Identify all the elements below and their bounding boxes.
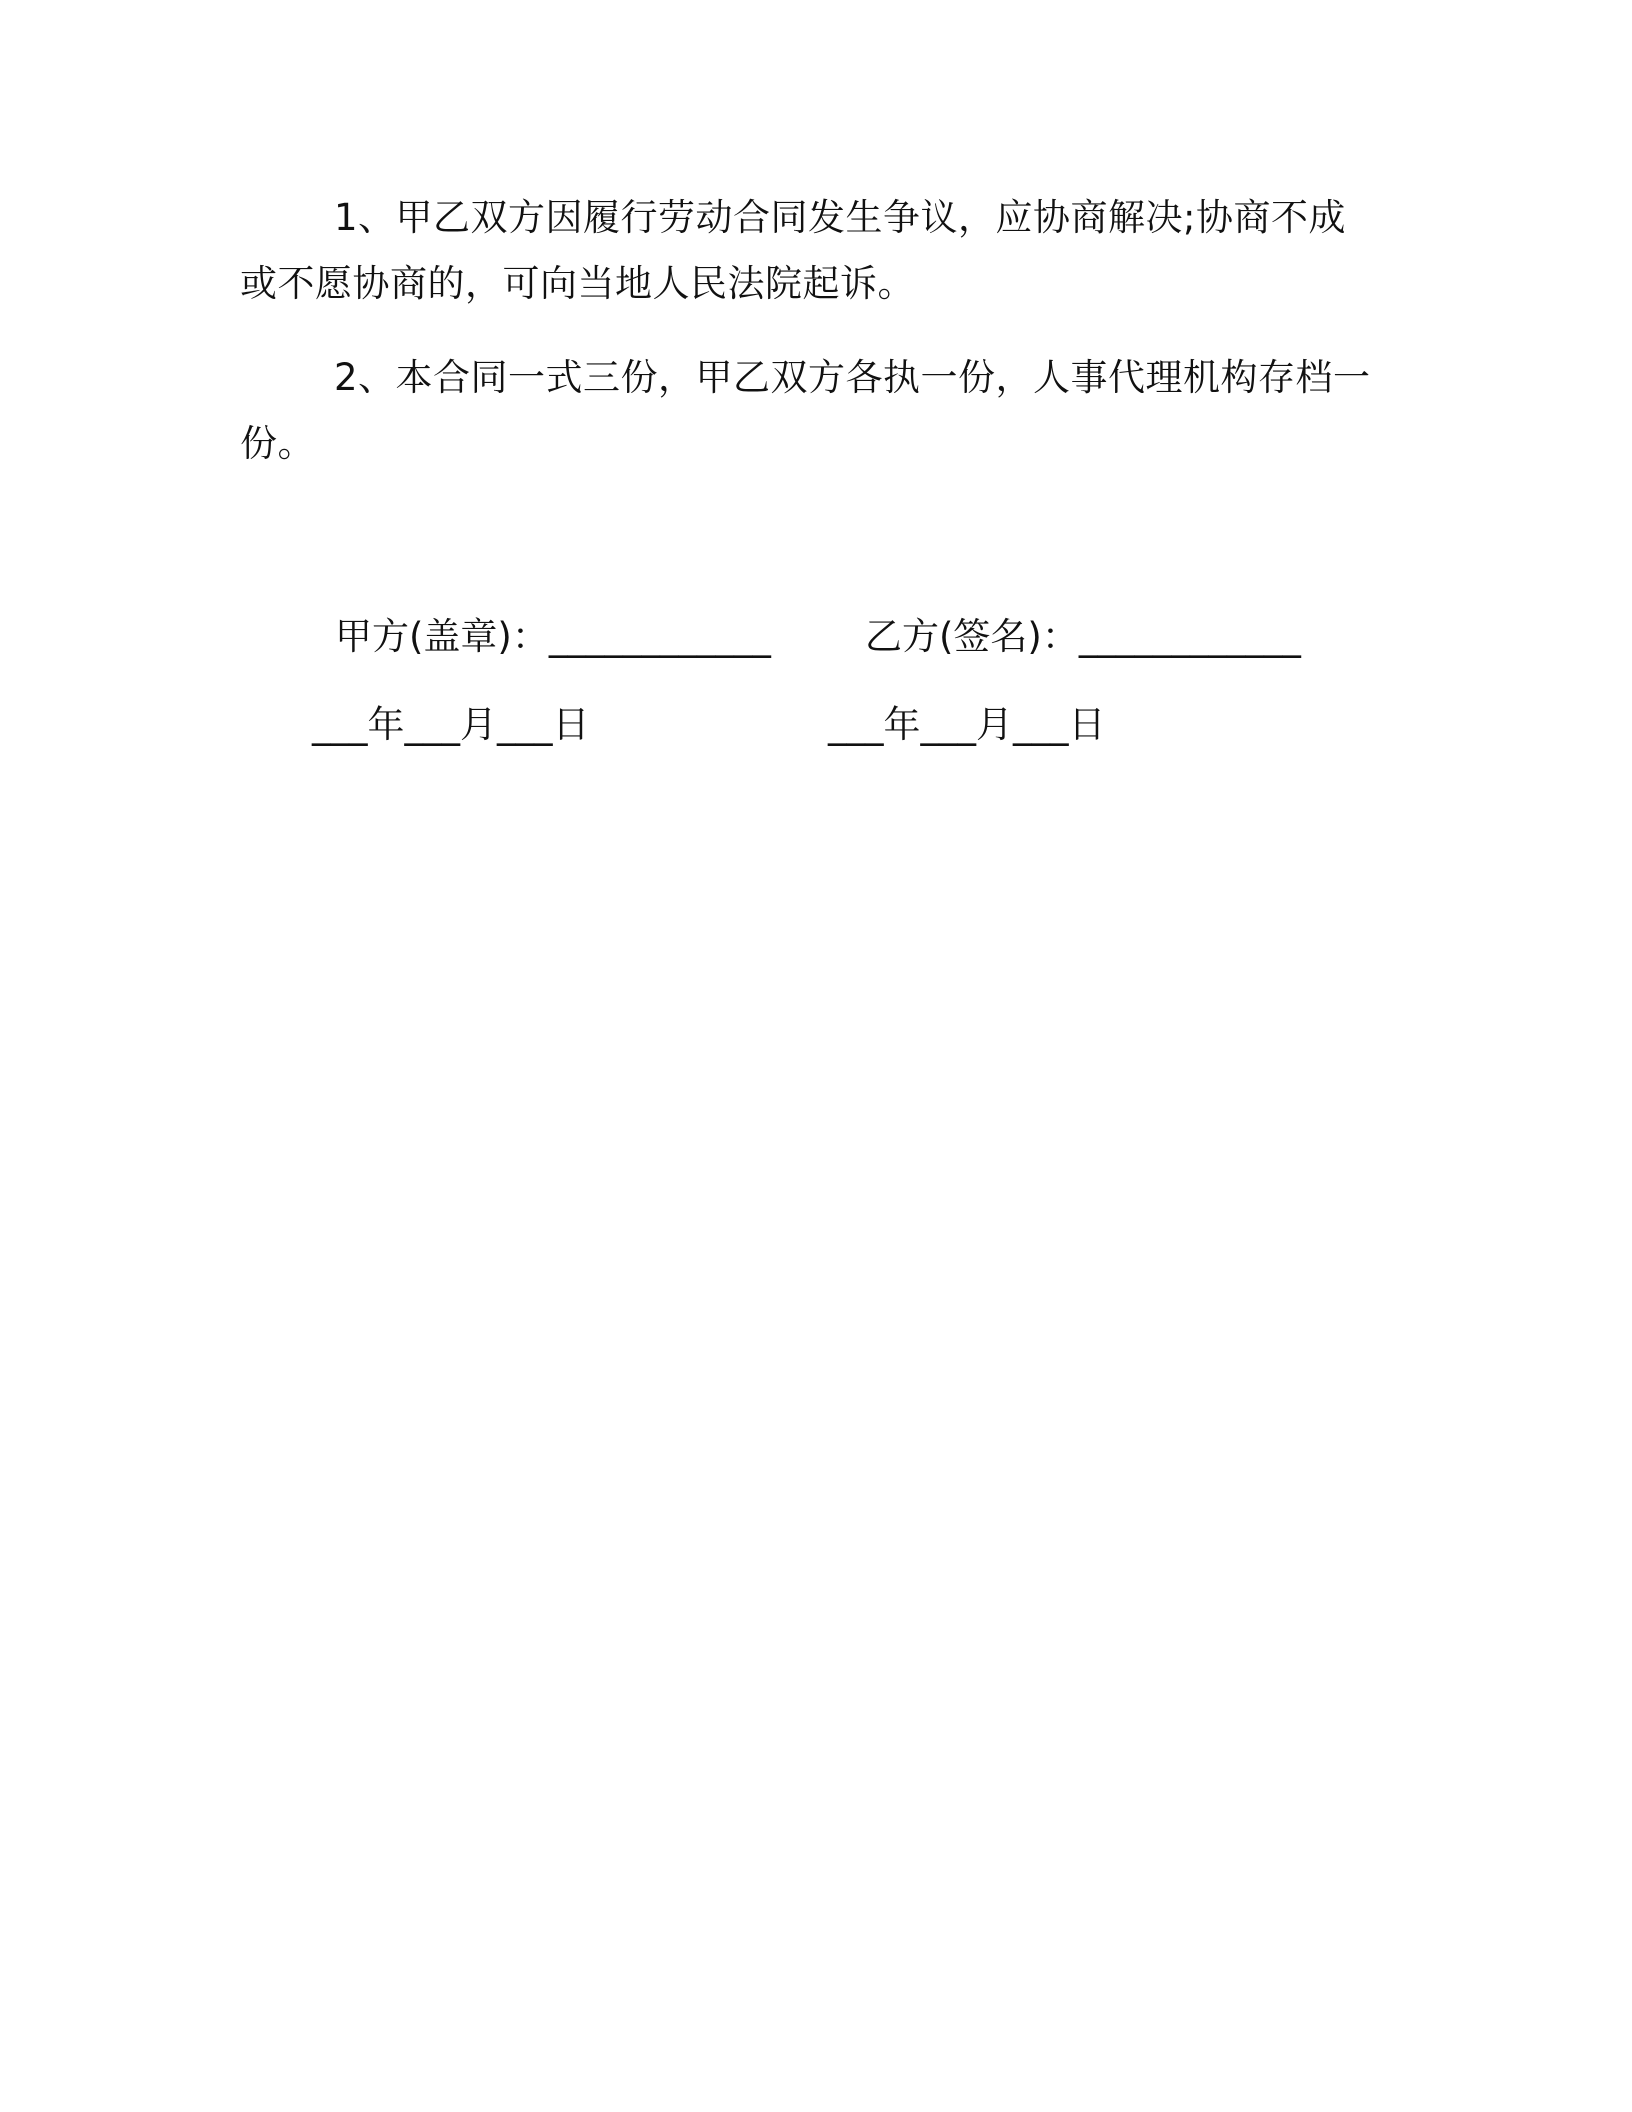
clause-1: 1、甲乙双方因履行劳动合同发生争议，应协商解决;协商不成或不愿协商的，可向当地人民法院起诉。 (240, 196, 1347, 305)
party-b-date-line: ___年___月___日 (828, 703, 1106, 746)
clause-2: 2、本合同一式三份，甲乙双方各执一份，人事代理机构存档一份。 (240, 356, 1371, 465)
party-a-date-line: ___年___月___日 (312, 703, 590, 746)
party-b-signature-line: 乙方(签名)：____________ (865, 615, 1301, 658)
party-a-seal-line: 甲方(盖章)：____________ (335, 615, 771, 658)
